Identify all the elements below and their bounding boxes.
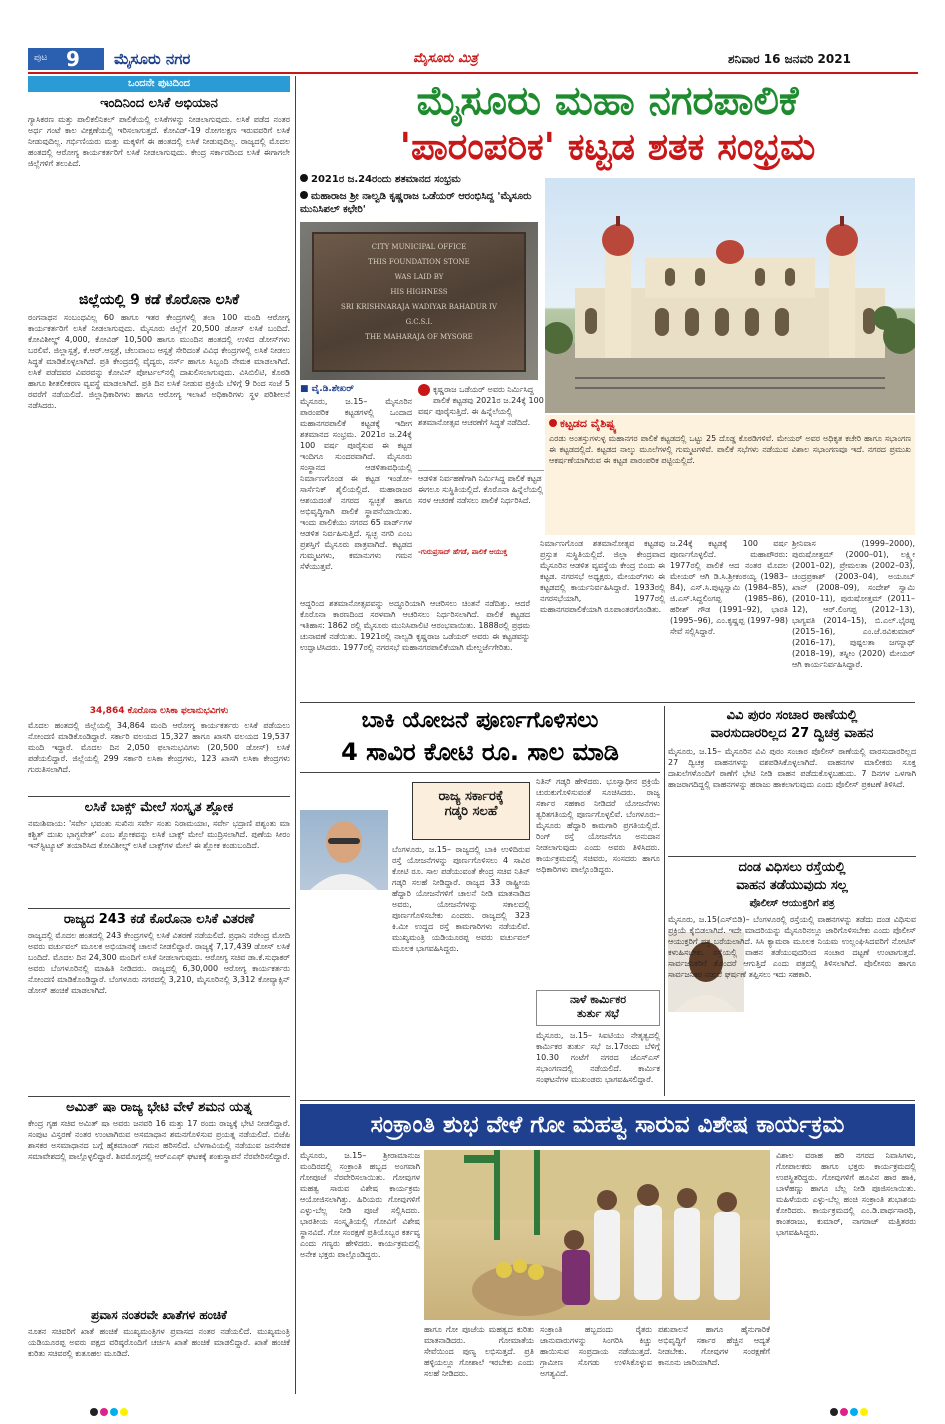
lead-title-line1: ಮೈಸೂರು ಮಹಾ ನಗರಪಾಲಿಕೆ [416, 78, 799, 124]
lead-bullet-1 [300, 174, 540, 185]
loan-text-1: ಬೆಂಗಳೂರು, ಜ.15– ರಾಜ್ಯದಲ್ಲಿ ಬಾಕಿ ಉಳಿದಿರುವ ರಸ್ತೆ ಯೋಜನೆಗಳನ್ನು ಪೂರ್ಣಗೊಳಿಸಲು 4 ಸಾವಿರ ಕೋಟಿ ರೂ. ಸಾಲ ಪಡೆಯುವಂತೆ ಕೇಂದ್ರ ಸಚಿವ ನಿತಿನ್ ಗಡ್ಕರಿ ಸಲಹೆ ನೀಡಿದ್ದಾರೆ. ರಾಜ್ಯದ 33 ರಾಷ್ಟ್ರೀಯ ಹೆದ್ದಾರಿ ಯೋಜನೆಗಳಿಗೆ ಚಾಲನೆ ನೀಡಿ ಮಾತನಾಡಿದ ಅವರು, ಯೋಜನೆಗಳನ್ನು ಸಕಾಲದಲ್ಲಿ ಪೂರ್ಣಗೊಳಿಸಬೇಕು ಎಂದರು. ರಾಜ್ಯದಲ್ಲಿ 323 ಕಿ.ಮೀ ಉದ್ದದ ರಸ್ತೆ ಕಾಮಗಾರಿಗಳು ನಡೆಯಲಿವೆ. ಮುಖ್ಯಮಂತ್ರಿ ಯಡಿಯೂರಪ್ಪ ಅವರು ವರ್ಚುವಲ್ ಮೂಲಕ ಭಾಗವಹಿಸಿದ್ದರು. [392, 845, 530, 953]
plaque-line: WAS LAID BY [394, 273, 444, 281]
plaque-line: CITY MUNICIPAL OFFICE [371, 243, 467, 251]
callout-credit: -ಗುರುಪ್ರಸಾದ್ ಹೆಗಡೆ, ಪಾಲಿಕೆ ಆಯುಕ್ತ [418, 548, 508, 556]
plaque-line: THE MAHARAJA OF MYSORE [365, 333, 473, 341]
divider [28, 908, 290, 909]
bullet-2-text: ಮಹಾರಾಜ ಶ್ರೀ ನಾಲ್ವಡಿ ಕೃಷ್ಣರಾಜ ಒಡೆಯರ್ ಆರಂಭಿಸಿದ್ದ 'ಮೈಸೂರು ಮುನಿಸಿಪಲ್ ಕಛೇರಿ' [300, 191, 532, 215]
bullet-1-text: 2021ರ ಜ.24ರಂದು ಶತಮಾನದ ಸಂಭ್ರಮ [311, 174, 461, 185]
registration-mark-icon [830, 1408, 838, 1416]
gadkari-advice-box [412, 782, 530, 840]
lead-column-5: ಶ್ರೀನಿವಾಸ (1999–2000), ಪುರುಷೋತ್ತಮ್ (2000–01), ಲಕ್ಷ್ಮೀ (2001–02), ಪ್ರೇಮಲತಾ (2002–03), ಚಂದ್ರಪ್ರಕಾಶ್ (2003–04), ಅಯೂಬ್ ಖಾನ್ (2008–09), ಸಂದೇಶ್ ಸ್ವಾಮಿ (2010–11), ಪುರುಷೋತ್ತಮ್ (2011–12), ಆರ್.ಲಿಂಗಪ್ಪ (2012–13), ಭಾಗ್ಯವತಿ (2014–15), ಬಿ.ಎಲ್.ಭೈರಪ್ಪ (2015–16), ಎಂ.ಜೆ.ರವಿಕುಮಾರ್ (2016–17), ಪುಷ್ಪಲತಾ ಜಗನ್ನಾಥ್ (2018–19), ತಸ್ನೀಂ (2020) ಮೇಯರ್ ಆಗಿ ಕಾರ್ಯನಿರ್ವಹಿಸಿದ್ದಾರೆ. [792, 539, 915, 669]
loan-text-2: ನಿತಿನ್ ಗಡ್ಕರಿ ಹೇಳಿದರು. ಭೂಸ್ವಾಧೀನ ಪ್ರಕ್ರಿಯೆ ಚುರುಕುಗೊಳಿಸುವಂತೆ ಸೂಚಿಸಿದರು. ರಾಜ್ಯ ಸರ್ಕಾರ ಸಹಕಾರ ನೀಡಿದರೆ ಯೋಜನೆಗಳು ತ್ವರಿತಗತಿಯಲ್ಲಿ ಪೂರ್ಣಗೊಳ್ಳಲಿವೆ. ಬೆಂಗಳೂರು–ಮೈಸೂರು ಹೆದ್ದಾರಿ ಕಾಮಗಾರಿ ಪ್ರಗತಿಯಲ್ಲಿದೆ. ರಿಂಗ್ ರಸ್ತೆ ಯೋಜನೆಗೂ ಅನುದಾನ ನೀಡಲಾಗುವುದು ಎಂದು ಅವರು ತಿಳಿಸಿದರು. ಕಾರ್ಯಕ್ರಮದಲ್ಲಿ ಸಚಿವರು, ಸಂಸದರು ಹಾಗೂ ಅಧಿಕಾರಿಗಳು ಪಾಲ್ಗೊಂಡಿದ್ದರು. [536, 777, 660, 874]
gopuja-scene-illustration [424, 1150, 770, 1320]
plaque-line: G.C.S.I. [405, 318, 433, 326]
loan-text-1b [300, 892, 388, 1070]
registration-mark-icon [100, 1408, 108, 1416]
loan-heading-1: ಬಾಕಿ ಯೋಜನೆ ಪೂರ್ಣಗೊಳಿಸಲು [361, 708, 599, 733]
gopuja-photo [424, 1150, 770, 1320]
plaque-line: THIS FOUNDATION STONE [368, 258, 470, 266]
section-rule [300, 1100, 915, 1101]
portrait-icon [300, 810, 388, 890]
continued-tag [28, 76, 290, 92]
lead-bullet-2 [300, 190, 540, 216]
workers-meeting-box [536, 990, 660, 1026]
lead-title-line2: 'ಪಾರಂಪರಿಕ' ಕಟ್ಟಡ ಶತಕ ಸಂಭ್ರಮ [399, 125, 816, 168]
loan-heading-2: 4 ಸಾವಿರ ಕೋಟಿ ರೂ. ಸಾಲ ಮಾಡಿ [341, 738, 619, 766]
registration-mark-icon [90, 1408, 98, 1416]
callout-2-text: ಆಡಳಿತ ನಿರ್ವಹಣೆಗಾಗಿ ನಿರ್ಮಿಸಿದ್ದ ಪಾಲಿಕೆ ಕಟ್ಟಡ ಈಗಲೂ ಸುಸ್ಥಿತಿಯಲ್ಲಿದೆ. ಕೊರೊನಾ ಹಿನ್ನೆಲೆಯಲ್ಲಿ ಸರಳ ಆಚರಣೆ ನಡೆಸಲು ಪಾಲಿಕೆ ನಿರ್ಧರಿಸಿದೆ. [418, 474, 544, 505]
section-name: ಮೈಸೂರು ನಗರ [114, 50, 191, 68]
shloka-text: ನಮಃಶಿವಾಯ: 'ಸರ್ವೇ ಭವಂತು ಸುಖಿನಃ ಸರ್ವೇ ಸಂತು ನಿರಾಮಯಾಃ, ಸರ್ವೇ ಭದ್ರಾಣಿ ಪಶ್ಯಂತು ಮಾ ಕಶ್ಚಿತ್ ದುಃಖ ಭಾಗ್ಭವೇತ್' ಎಂಬ ಶ್ಲೋಕವನ್ನು ಲಸಿಕೆ ಬಾಕ್ಸ್ ಮೇಲೆ ಮುದ್ರಿಸಲಾಗಿದೆ. ಪುಣೆಯ ಸೀರಂ ಇನ್‌ಸ್ಟಿಟ್ಯೂಟ್ ತಯಾರಿಸಿದ ಕೋವಿಶೀಲ್ಡ್ ಲಸಿಕೆ ಬಾಕ್ಸ್‌ಗಳ ಮೇಲೆ ಈ ಶ್ಲೋಕ ಕಂಡುಬಂದಿದೆ. [28, 819, 290, 850]
continued-label: ಒಂದನೇ ಪುಟದಿಂದ [128, 78, 190, 89]
fine-heading-2: ವಾಹನ ತಡೆಯುವುದು ಸಲ್ಲ [736, 878, 848, 893]
vehicle-heading-2: ವಾರಸುದಾರರಿಲ್ಲದ 27 ದ್ವಿಚಕ್ರ ವಾಹನ [710, 726, 874, 741]
foundation-plaque-photo [300, 222, 538, 380]
registration-mark-icon [110, 1408, 118, 1416]
column-divider [664, 706, 665, 1096]
advice-sub-2: ಗಡ್ಕರಿ ಸಲಹೆ [444, 804, 498, 819]
plaque-line: HIS HIGHNESS [390, 288, 448, 296]
page-number-badge [28, 48, 104, 70]
amit-shah-text: ಕೇಂದ್ರ ಗೃಹ ಸಚಿವ ಅಮಿತ್ ಷಾ ಅವರು ಜನವರಿ 16 ಮತ್ತು 17 ರಂದು ರಾಜ್ಯಕ್ಕೆ ಭೇಟಿ ನೀಡಲಿದ್ದಾರೆ. ಸಂಪುಟ ವಿಸ್ತರಣೆ ನಂತರ ಉಂಟಾಗಿರುವ ಅಸಮಾಧಾನ ಶಮನಗೊಳಿಸುವ ಪ್ರಯತ್ನ ನಡೆಯಲಿದೆ. ಬಿಜೆಪಿ ಶಾಸಕರ ಅಸಮಾಧಾನದ ಬಗ್ಗೆ ಹೈಕಮಾಂಡ್ ಗಮನ ಹರಿಸಲಿದೆ. ಬೆಳಗಾವಿಯಲ್ಲಿ ನಡೆಯುವ ಜನಸೇವಕ ಸಮಾವೇಶದಲ್ಲಿ ಪಾಲ್ಗೊಳ್ಳಲಿದ್ದಾರೆ. ಶಿವಮೊಗ್ಗದಲ್ಲಿ ಆರ್‌ಎಎಫ್ ಘಟಕಕ್ಕೆ ಶಂಕುಸ್ಥಾಪನೆ ನೆರವೇರಿಸಲಿದ್ದಾರೆ. [28, 1119, 290, 1161]
state-vaccine-text: ರಾಜ್ಯದಲ್ಲಿ ಮೊದಲ ಹಂತದಲ್ಲಿ 243 ಕೇಂದ್ರಗಳಲ್ಲಿ ಲಸಿಕೆ ವಿತರಣೆ ನಡೆಯಲಿದೆ. ಪ್ರಧಾನಿ ನರೇಂದ್ರ ಮೋದಿ ಅವರು ವರ್ಚುವಲ್ ಮೂಲಕ ಅಭಿಯಾನಕ್ಕೆ ಚಾಲನೆ ನೀಡಲಿದ್ದಾರೆ. ರಾಜ್ಯಕ್ಕೆ 7,17,439 ಡೋಸ್ ಲಸಿಕೆ ಬಂದಿದೆ. ಮೊದಲ ದಿನ 24,300 ಮಂದಿಗೆ ಲಸಿಕೆ ನೀಡಲಾಗುವುದು. ಆರೋಗ್ಯ ಸಚಿವ ಡಾ.ಕೆ.ಸುಧಾಕರ್ ಅವರು ಬೆಂಗಳೂರಿನಲ್ಲಿ ಮಾಹಿತಿ ನೀಡಿದರು. ರಾಜ್ಯದಲ್ಲಿ 6,30,000 ಆರೋಗ್ಯ ಕಾರ್ಯಕರ್ತರು ನೋಂದಣಿ ಮಾಡಿಕೊಂಡಿದ್ದಾರೆ. ಬೆಂಗಳೂರು ನಗರದಲ್ಲಿ 3,210, ಮೈಸೂರಿನಲ್ಲಿ 3,312 ಕೋವ್ಯಾಕ್ಸಿನ್ ಡೋಸ್ ಹಂಚಿಕೆ ಮಾಡಲಾಗಿದೆ. [28, 931, 290, 995]
lead-column-3: ನಿರ್ಮಾಣಗೊಂಡ ಶತಮಾನೋತ್ಸವ ಕಟ್ಟಡವು ಪ್ರಸ್ತುತ ಸುಸ್ಥಿತಿಯಲ್ಲಿದೆ. ಜಿಲ್ಲಾ ಕೇಂದ್ರವಾದ ಮೈಸೂರಿನ ಆಡಳಿತ ವ್ಯವಸ್ಥೆಯ ಕೇಂದ್ರ ಬಿಂದು ಈ ಕಟ್ಟಡ. ನಗರಸಭೆ ಅಧ್ಯಕ್ಷರು, ಮೇಯರ್‌ಗಳು ಈ ಕಟ್ಟಡದಲ್ಲಿ ಕಾರ್ಯನಿರ್ವಹಿಸಿದ್ದಾರೆ. 1933ರಲ್ಲಿ ನಗರಸಭೆಯಾಗಿ, 1977ರಲ್ಲಿ ಮಹಾನಗರಪಾಲಿಕೆಯಾಗಿ ರೂಪಾಂತರಗೊಂಡಿತು. [540, 539, 665, 614]
bullet-icon [300, 174, 308, 182]
fine-heading-1: ದಂಡ ವಿಧಿಸಲು ರಸ್ತೆಯಲ್ಲಿ [738, 860, 846, 875]
header-bar [28, 48, 918, 70]
fine-text: ಮೈಸೂರು, ಜ.15(ಎಸ್‌ಬಿಡಿ)– ಬೆಂಗಳೂರಲ್ಲಿ ರಸ್ತೆಯಲ್ಲಿ ವಾಹನಗಳನ್ನು ತಡೆದು ದಂಡ ವಿಧಿಸುವ ಪ್ರಕ್ರಿಯೆ ಕೈಬಿಡಲಾಗಿದೆ. ಇದೇ ಮಾದರಿಯನ್ನು ಮೈಸೂರಿನಲ್ಲೂ ಜಾರಿಗೊಳಿಸಬೇಕು ಎಂದು ಪೊಲೀಸ್ ಆಯುಕ್ತರಿಗೆ ಪತ್ರ ಬರೆಯಲಾಗಿದೆ. ಸಿಸಿ ಕ್ಯಾಮರಾ ಮೂಲಕ ನಿಯಮ ಉಲ್ಲಂಘಿಸಿದವರಿಗೆ ನೋಟಿಸ್ ಕಳುಹಿಸಬೇಕು. ರಸ್ತೆಯಲ್ಲಿ ವಾಹನ ತಡೆಯುವುದರಿಂದ ಸಂಚಾರ ದಟ್ಟಣೆ ಉಂಟಾಗುತ್ತದೆ. ಸಾರ್ವಜನಿಕರಿಗೆ ತೊಂದರೆ ಆಗುತ್ತಿದೆ ಎಂದು ಪತ್ರದಲ್ಲಿ ತಿಳಿಸಲಾಗಿದೆ. ಪೊಲೀಸರು ಹಾಗೂ ಸಾರ್ವಜನಿಕರ ನಡುವೆ ಘರ್ಷಣೆ ತಪ್ಪಿಸಲು ಇದು ಸಹಕಾರಿ. [668, 915, 916, 979]
divider [300, 772, 660, 773]
plaque-line: SRI KRISHNARAJA WADIYAR BAHADUR IV [341, 303, 497, 311]
divider [28, 796, 290, 797]
print-color-marks [0, 1404, 945, 1424]
page-number: 9 [66, 47, 80, 71]
sankranti-text-3: ಸಂಕ್ರಾಂತಿ ಹಬ್ಬದಂದು ರೈತರು ಜಾನುವಾರುಗಳನ್ನು ಸಿಂಗರಿಸಿ ಕಿಚ್ಚು ಹಾಯಿಸುವ ಸಂಪ್ರದಾಯ ನಡೆಯುತ್ತದೆ. ಗ್ರಾಮೀಣ ಸೊಗಡು ಉಳಿಸಿಕೊಳ್ಳುವ ಅಗತ್ಯವಿದೆ. [540, 1325, 652, 1378]
callout-box-2 [418, 470, 544, 540]
vaccine-drive-heading: ಇಂದಿನಿಂದ ಲಸಿಕೆ ಅಭಿಯಾನ [100, 96, 218, 111]
header-rule [28, 72, 918, 74]
beneficiaries-text: ಮೊದಲ ಹಂತದಲ್ಲಿ ಜಿಲ್ಲೆಯಲ್ಲಿ 34,864 ಮಂದಿ ಆರೋಗ್ಯ ಕಾರ್ಯಕರ್ತರು ಲಸಿಕೆ ಪಡೆಯಲು ನೋಂದಣಿ ಮಾಡಿಕೊಂಡಿದ್ದಾರೆ. ಸರ್ಕಾರಿ ವಲಯದ 15,327 ಹಾಗೂ ಖಾಸಗಿ ವಲಯದ 19,537 ಮಂದಿ ಇದ್ದಾರೆ. ಮೊದಲ ದಿನ 2,050 ಫಲಾನುಭವಿಗಳು (20,500 ಡೋಸ್) ಲಸಿಕೆ ಪಡೆಯಲಿದ್ದಾರೆ. ಜಿಲ್ಲೆಯಲ್ಲಿ 299 ಸರ್ಕಾರಿ ಲಸಿಕಾ ಕೇಂದ್ರಗಳು, 123 ಖಾಸಗಿ ಲಸಿಕಾ ಕೇಂದ್ರಗಳು ಗುರುತಿಸಲಾಗಿದೆ. [28, 721, 290, 774]
vaccine-drive-text: ಗ್ಯಾಸಿಕರಣ ಮತ್ತು ಪಾಲಿಕಲಿನಿಕಲ್ ಪಾಲಿಕೆಯಲ್ಲಿ ಲಸಿಕೆಗಳನ್ನು ನೀಡಲಾಗುವುದು. ಲಸಿಕೆ ಪಡೆದ ನಂತರ ಅರ್ಧ ಗಂಟೆ ಕಾಲ ವೀಕ್ಷಣೆಯಲ್ಲಿ ಇರಿಸಲಾಗುತ್ತದೆ. ಕೋವಿಡ್-19 ರೋಗಲಕ್ಷಣ ಇರುವವರಿಗೆ ಲಸಿಕೆ ನೀಡುವುದಿಲ್ಲ. ಗರ್ಭಿಣಿಯರು ಮತ್ತು ಮಕ್ಕಳಿಗೆ ಈ ಹಂತದಲ್ಲಿ ಲಸಿಕೆ ನೀಡುವುದಿಲ್ಲ. ರಾಜ್ಯದಲ್ಲಿ ಮೊದಲ ಹಂತದಲ್ಲಿ ಆರೋಗ್ಯ ಕಾರ್ಯಕರ್ತರಿಗೆ ಲಸಿಕೆ ನೀಡಲಾಗುವುದು. ಕೇಂದ್ರ ಸರ್ಕಾರದಿಂದ ಲಸಿಕೆ ಈಗಾಗಲೇ ಜಿಲ್ಲೆಗಳಿಗೆ ತಲುಪಿದೆ. [28, 115, 290, 168]
sankranti-title: ಸಂಕ್ರಾಂತಿ ಶುಭ ವೇಳೆ ಗೋ ಮಹತ್ವ ಸಾರುವ ವಿಶೇಷ ಕಾರ್ಯಕ್ರಮ [370, 1112, 845, 1138]
callout-1-text: ಕೃಷ್ಣರಾಜ ಒಡೆಯರ್ ಅವರು ನಿರ್ಮಿಸಿದ್ದ ಪಾಲಿಕೆ ಕಟ್ಟಡವು 2021ರ ಜ.24ಕ್ಕೆ 100 ವರ್ಷ ಪೂರೈಸುತ್ತಿದೆ. ಈ ಹಿನ್ನೆಲೆಯಲ್ಲಿ ಶತಮಾನೋತ್ಸವ ಆಚರಣೆಗೆ ಸಿದ್ಧತೆ ನಡೆದಿದೆ. [418, 385, 544, 427]
portfolio-text: ನೂತನ ಸಚಿವರಿಗೆ ಖಾತೆ ಹಂಚಿಕೆ ಮುಖ್ಯಮಂತ್ರಿಗಳ ಪ್ರವಾಸದ ನಂತರ ನಡೆಯಲಿದೆ. ಮುಖ್ಯಮಂತ್ರಿ ಯಡಿಯೂರಪ್ಪ ಅವರು ಪಕ್ಷದ ವರಿಷ್ಠರೊಂದಿಗೆ ಚರ್ಚಿಸಿ ಖಾತೆ ಹಂಚಿಕೆ ಮಾಡಲಿದ್ದಾರೆ. ಖಾತೆ ಹಂಚಿಕೆ ಕುರಿತು ಸಚಿವರಲ್ಲಿ ಕುತೂಹಲ ಮೂಡಿದೆ. [28, 1327, 290, 1358]
registration-mark-icon [840, 1408, 848, 1416]
sankranti-text-4: ಪಶುಪಾಲನೆ ಹಾಗೂ ಹೈನುಗಾರಿಕೆ ಅಭಿವೃದ್ಧಿಗೆ ಸರ್ಕಾರ ಹೆಚ್ಚಿನ ಆದ್ಯತೆ ನೀಡಬೇಕು. ಗೋವುಗಳ ಸಂರಕ್ಷಣೆಗೆ ಕಾನೂನು ಜಾರಿಯಾಗಿದೆ. [658, 1325, 770, 1367]
photo-caption-title [549, 417, 616, 431]
city-corporation-building-photo [545, 178, 915, 413]
issue-date: ಶನಿವಾರ 16 ಜನವರಿ 2021 [728, 52, 851, 66]
red-dot-icon [418, 384, 430, 396]
amit-shah-heading: ಅಮಿತ್ ಷಾ ರಾಜ್ಯ ಭೇಟಿ ವೇಳೆ ಶಮನ ಯತ್ನ [66, 1100, 252, 1115]
sankranti-text-2: ಹಾಗೂ ಗೋ ಪೂಜೆಯ ಮಹತ್ವದ ಕುರಿತು ಮಾತನಾಡಿದರು. ಗೋಮಾತೆಯ ಸೇವೆಯಿಂದ ಪುಣ್ಯ ಲಭಿಸುತ್ತದೆ. ಪ್ರತಿ ಹಳ್ಳಿಯಲ್ಲೂ ಗೋಶಾಲೆ ಇರಬೇಕು ಎಂದು ಸಲಹೆ ನೀಡಿದರು. [424, 1325, 534, 1378]
meeting-heading-2: ತುರ್ತು ಸಭೆ [577, 1007, 619, 1020]
beneficiaries-subheading: 34,864 ಕೊರೊನಾ ಲಸಿಕಾ ಫಲಾನುಭವಿಗಳು [89, 706, 229, 716]
sankranti-text-5: ವಿಶಾಲ ವರಾಹ ಹರಿ ನಗರದ ನಿವಾಸಿಗಳು, ಗೋಪಾಲಕರು ಹಾಗೂ ಭಕ್ತರು ಕಾರ್ಯಕ್ರಮದಲ್ಲಿ ಉಪಸ್ಥಿತರಿದ್ದರು. ಗೋವುಗಳಿಗೆ ಹೂವಿನ ಹಾರ ಹಾಕಿ, ಬಾಳೆಹಣ್ಣು ಹಾಗೂ ಬೆಲ್ಲ ನೀಡಿ ಪೂಜಿಸಲಾಯಿತು. ಮಹಿಳೆಯರು ಎಳ್ಳು-ಬೆಲ್ಲ ಹಂಚಿ ಸಂಕ್ರಾಂತಿ ಶುಭಾಶಯ ಕೋರಿದರು. ಕಾರ್ಯಕ್ರಮದಲ್ಲಿ ಎಂ.ಡಿ.ಪಾರ್ಥಸಾರಥಿ, ಕಾಂತರಾಜು, ಕುಮಾರ್, ನಾಗರಾಜ್ ಮತ್ತಿತರರು ಭಾಗವಹಿಸಿದ್ದರು. [776, 1151, 916, 1237]
red-dot-icon [549, 419, 557, 427]
workers-meeting-text: ಮೈಸೂರು, ಜ.15– ಸಿಐಟಿಯು ನೇತೃತ್ವದಲ್ಲಿ ಕಾರ್ಮಿಕರ ತುರ್ತು ಸಭೆ ಜ.17ರಂದು ಬೆಳಿಗ್ಗೆ 10.30 ಗಂಟೆಗೆ ನಗರದ ಜೆಎಸ್‌ಎಸ್ ಸಭಾಂಗಣದಲ್ಲಿ ನಡೆಯಲಿದೆ. ಕಾರ್ಮಿಕ ಸಂಘಟನೆಗಳ ಮುಖಂಡರು ಭಾಗವಹಿಸಲಿದ್ದಾರೆ. [536, 1031, 660, 1084]
advice-sub-1: ರಾಜ್ಯ ಸರ್ಕಾರಕ್ಕೆ [438, 789, 504, 804]
building-illustration [545, 178, 915, 413]
meeting-heading-1: ನಾಳೆ ಕಾರ್ಮಿಕರ [569, 993, 627, 1006]
lead-column-4: ಜ.24ಕ್ಕೆ ಕಟ್ಟಡಕ್ಕೆ 100 ವರ್ಷ ಪೂರ್ಣಗೊಳ್ಳಲಿದೆ. ಮಹಾಪೌರರು: 1977ರಲ್ಲಿ ಪಾಲಿಕೆ ಆದ ನಂತರ ಮೊದಲ ಮೇಯರ್ ಆಗಿ ಡಿ.ಸಿ.ಶ್ರೀಕಂಠಯ್ಯ (1983–84), ಎಸ್.ಸಿ.ಪುಟ್ಟಸ್ವಾಮಿ (1984–85), ಜಿ.ಎಸ್.ಸಿದ್ದಲಿಂಗಪ್ಪ (1985–86), ಹರೀಶ್ ಗೌಡ (1991–92), ಭಾರತಿ (1995–96), ಎಂ.ಕೃಷ್ಣಪ್ಪ (1997–98) ಸೇವೆ ಸಲ್ಲಿಸಿದ್ದಾರೆ. [670, 539, 788, 636]
gadkari-photo [300, 810, 388, 890]
byline: ■ ವೈ.ಡಿ.ಶೇಖರ್ [300, 384, 354, 394]
section-rule [300, 702, 915, 703]
registration-mark-icon [850, 1408, 858, 1416]
photo-caption-text: ಎರಡು ಅಂತಸ್ತುಗಳುಳ್ಳ ಮಹಾನಗರ ಪಾಲಿಕೆ ಕಟ್ಟಡದಲ್ಲಿ ಒಟ್ಟು 25 ದೊಡ್ಡ ಕೊಠಡಿಗಳಿವೆ. ಮೇಯರ್ ಅವರ ಅಧಿಕೃತ ಕಚೇರಿ ಹಾಗೂ ಸಭಾಂಗಣ ಈ ಕಟ್ಟಡದಲ್ಲಿದೆ. ಕಟ್ಟಡದ ನಾಲ್ಕು ಮೂಲೆಗಳಲ್ಲಿ ಗುಮ್ಮಟಗಳಿವೆ. ಪಾಲಿಕೆ ಸಭೆಗಳು ನಡೆಯುವ ವಿಶಾಲ ಸಭಾಂಗಣವೂ ಇದೆ. ನಗರದ ಪ್ರಮುಖ ಆಕರ್ಷಣೆಯಾಗಿರುವ ಈ ಕಟ್ಟಡ ಪಾರಂಪರಿಕ ಪಟ್ಟಿಯಲ್ಲಿದೆ. [549, 434, 911, 465]
divider [668, 856, 916, 857]
lead-column-1: ಮೈಸೂರು, ಜ.15– ಮೈಸೂರಿನ ಪಾರಂಪರಿಕ ಕಟ್ಟಡಗಳಲ್ಲಿ ಒಂದಾದ ಮಹಾನಗರಪಾಲಿಕೆ ಕಟ್ಟಡಕ್ಕೆ ಇದೀಗ ಶತಮಾನದ ಸಂಭ್ರಮ. 2021ರ ಜ.24ಕ್ಕೆ 100 ವರ್ಷ ಪೂರೈಸುವ ಈ ಕಟ್ಟಡ ಇಂದಿಗೂ ಸುಂದರವಾಗಿದೆ. ಮೈಸೂರು ಸಂಸ್ಥಾನದ ಆಡಳಿತಾವಧಿಯಲ್ಲಿ ನಿರ್ಮಾಣಗೊಂಡ ಈ ಕಟ್ಟಡ ಇಂಡೋ-ಸಾರ್ಸೆನಿಕ್ ಶೈಲಿಯಲ್ಲಿದೆ. ಮಹಾರಾಜರ ಆಶಯದಂತೆ ನಗರದ ಸ್ವಚ್ಛತೆ ಹಾಗೂ ಅಭಿವೃದ್ಧಿಗಾಗಿ ಪಾಲಿಕೆ ಸ್ಥಾಪನೆಯಾಯಿತು. ಇಂದು ಪಾಲಿಕೆಯು ನಗರದ 65 ವಾರ್ಡ್‌ಗಳ ಆಡಳಿತ ನಿರ್ವಹಿಸುತ್ತಿದೆ. ಸ್ವಚ್ಛ ನಗರಿ ಎಂಬ ಪ್ರಶಸ್ತಿಗೆ ಮೈಸೂರು ಪಾತ್ರವಾಗಿದೆ. ಕಟ್ಟಡದ ಗುಮ್ಮಟಗಳು, ಕಮಾನುಗಳು ಗಮನ ಸೆಳೆಯುತ್ತವೆ. [300, 397, 412, 571]
plaque-inscription [318, 240, 520, 345]
registration-mark-icon [860, 1408, 868, 1416]
district-vaccine-heading: ಜಿಲ್ಲೆಯಲ್ಲಿ 9 ಕಡೆ ಕೊರೊನಾ ಲಸಿಕೆ [78, 292, 240, 308]
portfolio-heading: ಪ್ರವಾಸ ನಂತರವೇ ಖಾತೆಗಳ ಹಂಚಿಕೆ [91, 1308, 227, 1322]
district-vaccine-text: ರಂಗನಾಥನ ಸಂಬಂಧವಿಲ್ಲ 60 ಹಾಗೂ ಇತರ ಕೇಂದ್ರಗಳಲ್ಲಿ ತಲಾ 100 ಮಂದಿ ಆರೋಗ್ಯ ಕಾರ್ಯಕರ್ತರಿಗೆ ಲಸಿಕೆ ನೀಡಲಾಗುವುದು. ಮೈಸೂರು ಜಿಲ್ಲೆಗೆ 20,500 ಡೋಸ್ ಲಸಿಕೆ ಬಂದಿದೆ. ಕೋವಿಶೀಲ್ಡ್ 4,000, ಕೋವಿಡ್ 10,500 ಹಾಗೂ ಮುಂದಿನ ಹಂತದಲ್ಲಿ ಉಳಿದ ಡೋಸ್‌ಗಳು ಬರಲಿವೆ. ಜಿಲ್ಲಾಸ್ಪತ್ರೆ, ಕೆ.ಆರ್.ಆಸ್ಪತ್ರೆ, ಚೆಲುವಾಂಬ ಆಸ್ಪತ್ರೆ ಸೇರಿದಂತೆ ವಿವಿಧ ಕೇಂದ್ರಗಳಲ್ಲಿ ಲಸಿಕೆ ನೀಡಲು ಸಿದ್ಧತೆ ಮಾಡಿಕೊಳ್ಳಲಾಗಿದೆ. ಪ್ರತಿ ಕೇಂದ್ರದಲ್ಲಿ ವೈದ್ಯರು, ನರ್ಸ್ ಹಾಗೂ ಸಿಬ್ಬಂದಿ ನೇಮಕ ಮಾಡಲಾಗಿದೆ. ಲಸಿಕೆ ಪಡೆದವರ ವಿವರವನ್ನು ಕೋವಿನ್ ಪೋರ್ಟಲ್‌ನಲ್ಲಿ ದಾಖಲಿಸಲಾಗುವುದು. ವಿಸಿಬಿಲಿಟಿ, ಕೊಠಡಿ ಹಾಗೂ ಶೀತಲೀಕರಣ ವ್ಯವಸ್ಥೆ ಮಾಡಲಾಗಿದೆ. ಪ್ರತಿ ದಿನ ಲಸಿಕೆ ನೀಡುವ ಪ್ರಕ್ರಿಯೆ ಬೆಳಿಗ್ಗೆ 9 ರಿಂದ ಸಂಜೆ 5 ರವರೆಗೆ ನಡೆಯಲಿದೆ. ಜಿಲ್ಲಾಧಿಕಾರಿಗಳು ಹಾಗೂ ಆರೋಗ್ಯ ಇಲಾಖೆ ಅಧಿಕಾರಿಗಳು ಸ್ಥಳ ಪರಿಶೀಲನೆ ನಡೆಸಿದರು. [28, 313, 290, 410]
shloka-heading: ಲಸಿಕೆ ಬಾಕ್ಸ್ ಮೇಲೆ ಸಂಸ್ಕೃತ ಶ್ಲೋಕ [84, 800, 234, 815]
page-label: ಪುಟ [34, 53, 48, 63]
caption-title-text: ಕಟ್ಟಡದ ವೈಶಿಷ್ಟ್ಯ [560, 417, 617, 430]
column-divider [295, 76, 296, 1394]
state-vaccine-heading: ರಾಜ್ಯದ 243 ಕಡೆ ಕೊರೊನಾ ಲಸಿಕೆ ವಿತರಣೆ [63, 912, 255, 927]
bullet-icon [300, 191, 308, 199]
photo-caption-box [545, 415, 915, 535]
sankranti-title-bar [300, 1104, 915, 1146]
sankranti-text-1: ಮೈಸೂರು, ಜ.15– ಶ್ರೀರಾಮಾನುಜ ಮಂದಿರದಲ್ಲಿ ಸಂಕ್ರಾಂತಿ ಹಬ್ಬದ ಅಂಗವಾಗಿ ಗೋಪೂಜೆ ನೆರವೇರಿಸಲಾಯಿತು. ಗೋವುಗಳ ಮಹತ್ವ ಸಾರುವ ವಿಶೇಷ ಕಾರ್ಯಕ್ರಮ ಆಯೋಜಿಸಲಾಗಿತ್ತು. ಹಿರಿಯರು ಗೋವುಗಳಿಗೆ ಎಳ್ಳು-ಬೆಲ್ಲ ನೀಡಿ ಪೂಜೆ ಸಲ್ಲಿಸಿದರು. ಭಾರತೀಯ ಸಂಸ್ಕೃತಿಯಲ್ಲಿ ಗೋವಿಗೆ ವಿಶೇಷ ಸ್ಥಾನವಿದೆ. ಗೋ ಸಂರಕ್ಷಣೆ ಪ್ರತಿಯೊಬ್ಬರ ಕರ್ತವ್ಯ ಎಂದು ಗಣ್ಯರು ಹೇಳಿದರು. ಕಾರ್ಯಕ್ರಮದಲ್ಲಿ ಅನೇಕ ಭಕ್ತರು ಪಾಲ್ಗೊಂಡಿದ್ದರು. [300, 1151, 420, 1259]
left-column [28, 76, 290, 1394]
masthead: ಮೈಸೂರು ಮಿತ್ರ [413, 51, 478, 66]
fine-subheading: ಪೊಲೀಸ್ ಆಯುಕ್ತರಿಗೆ ಪತ್ರ [749, 898, 835, 909]
lead-column-2: ಆದ್ದರಿಂದ ಶತಮಾನೋತ್ಸವವನ್ನು ಅದ್ಧೂರಿಯಾಗಿ ಆಚರಿಸಲು ಚಿಂತನೆ ನಡೆದಿತ್ತು. ಆದರೆ ಕೊರೊನಾ ಕಾರಣದಿಂದ ಸರಳವಾಗಿ ಆಚರಿಸಲು ನಿರ್ಧರಿಸಲಾಗಿದೆ. ಪಾಲಿಕೆ ಕಟ್ಟಡದ ಇತಿಹಾಸ: 1862 ರಲ್ಲಿ ಮೈಸೂರು ಮುನಿಸಿಪಾಲಿಟಿ ಆರಂಭವಾಯಿತು. 1888ರಲ್ಲಿ ಪ್ರಥಮ ಚುನಾವಣೆ ನಡೆಯಿತು. 1921ರಲ್ಲಿ ನಾಲ್ವಡಿ ಕೃಷ್ಣರಾಜ ಒಡೆಯರ್ ಅವರು ಈ ಕಟ್ಟಡವನ್ನು ಉದ್ಘಾಟಿಸಿದರು. 1977ರಲ್ಲಿ ನಗರಸಭೆ ಮಹಾನಗರಪಾಲಿಕೆಯಾಗಿ ಮೇಲ್ದರ್ಜೆಗೇರಿತು. [300, 599, 530, 652]
vehicle-text: ಮೈಸೂರು, ಜ.15– ಮೈಸೂರಿನ ವಿವಿ ಪುರಂ ಸಂಚಾರ ಪೊಲೀಸ್ ಠಾಣೆಯಲ್ಲಿ ವಾರಸುದಾರರಿಲ್ಲದ 27 ದ್ವಿಚಕ್ರ ವಾಹನಗಳನ್ನು ವಶಪಡಿಸಿಕೊಳ್ಳಲಾಗಿದೆ. ವಾಹನಗಳ ಮಾಲೀಕರು ಸೂಕ್ತ ದಾಖಲೆಗಳೊಂದಿಗೆ ಠಾಣೆಗೆ ಭೇಟಿ ನೀಡಿ ವಾಹನ ಪಡೆದುಕೊಳ್ಳಬಹುದು. 7 ದಿನಗಳ ಒಳಗಾಗಿ ಹಾಜರಾಗದಿದ್ದಲ್ಲಿ ವಾಹನಗಳನ್ನು ಹರಾಜು ಹಾಕಲಾಗುವುದು ಎಂದು ಪೊಲೀಸ್ ಪ್ರಕಟಣೆ ತಿಳಿಸಿದೆ. [668, 747, 916, 789]
divider [28, 1096, 290, 1097]
vehicle-heading-1: ವಿವಿ ಪುರಂ ಸಂಚಾರ ಠಾಣೆಯಲ್ಲಿ [726, 708, 858, 723]
registration-mark-icon [120, 1408, 128, 1416]
